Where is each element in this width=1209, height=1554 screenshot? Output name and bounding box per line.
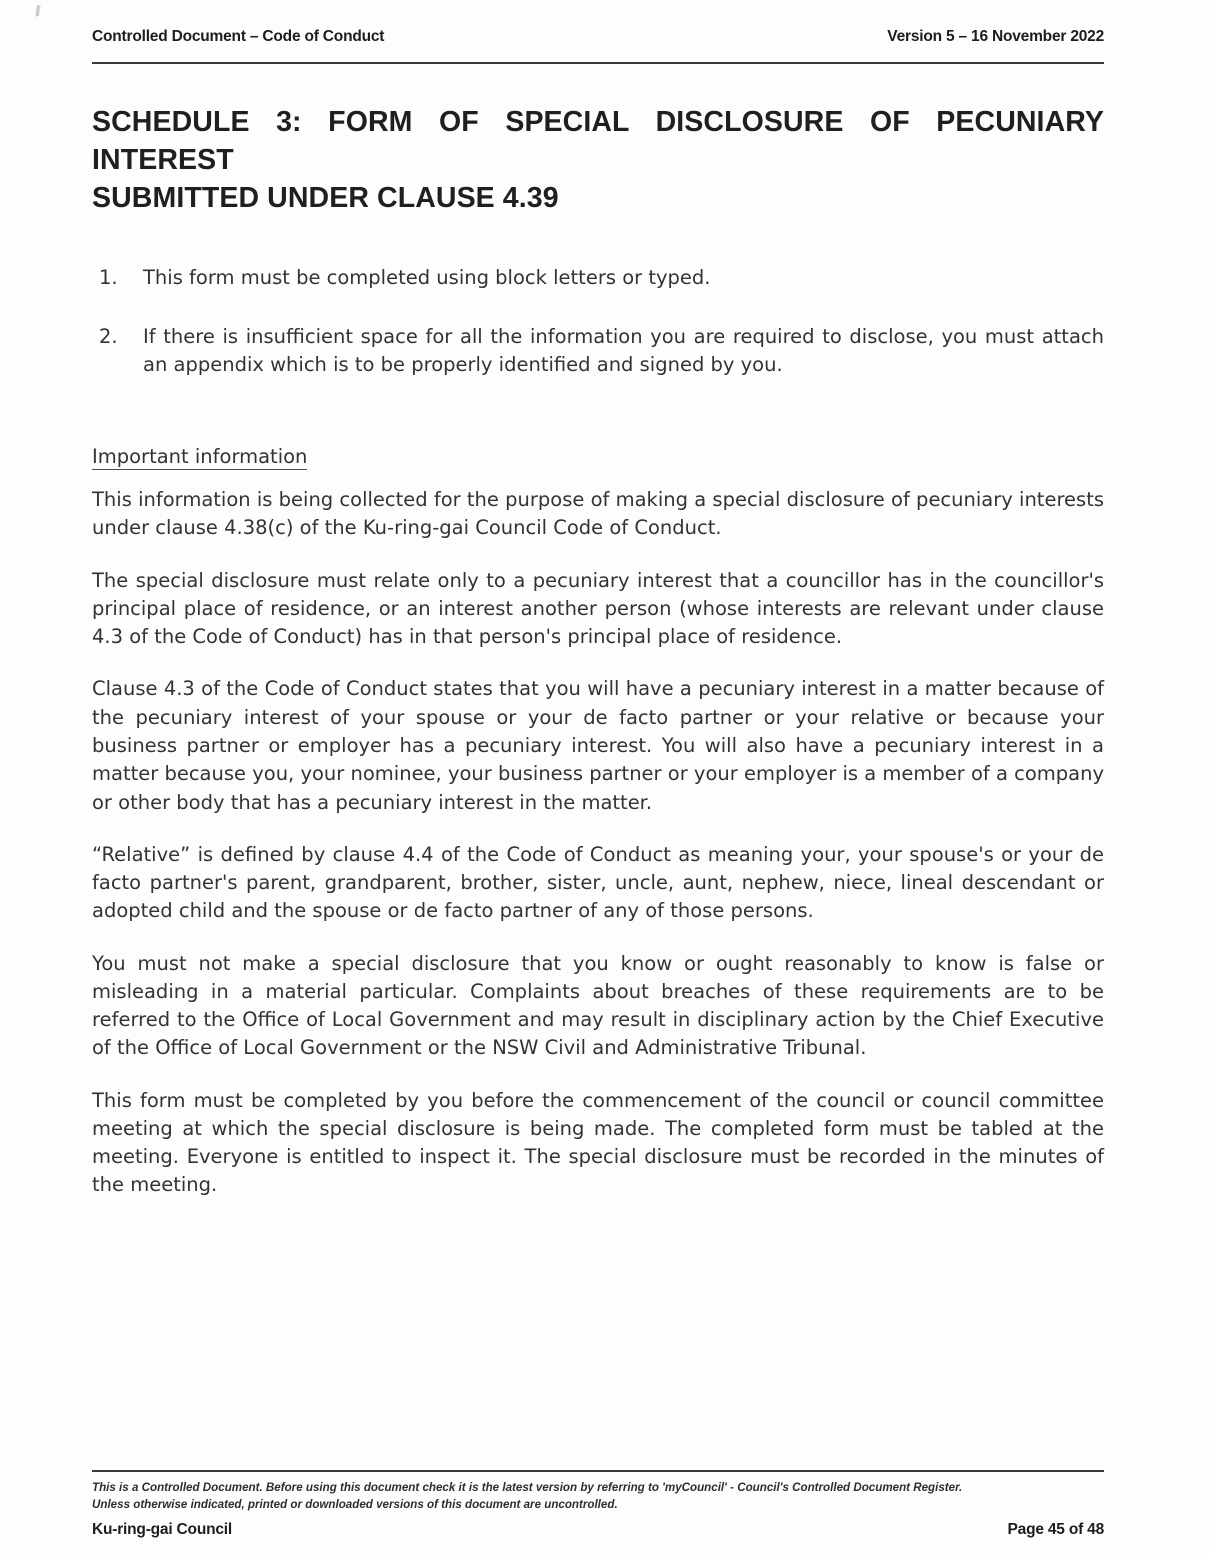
document-body	[92, 104, 1104, 1224]
page-header	[92, 28, 1104, 46]
footer-disclaimer	[92, 1479, 1104, 1514]
paragraph-collection-purpose: This information is being collected for the purpose of making a special disclosure of pecuniary interests under clause 4.38(c) of the Ku-ring-gai Council Code of Conduct.	[92, 488, 1104, 540]
list-item	[92, 323, 1104, 378]
section-heading-important-information: Important information	[92, 445, 307, 470]
list-item-text: This form must be completed using block letters or typed.	[143, 265, 711, 289]
footer-disclaimer-line-1: This is a Controlled Document. Before using this document check it is the latest version by referring to 'myCouncil' - Council's Controlled Document Register.	[92, 1481, 963, 1494]
scan-artifact-speck	[29, 4, 45, 18]
page-title	[92, 104, 1104, 218]
header-version-date: Version 5 – 16 November 2022	[887, 28, 1104, 45]
page-title-line-2: SUBMITTED UNDER CLAUSE 4.39	[92, 181, 559, 214]
header-document-title: Controlled Document – Code of Conduct	[92, 28, 385, 45]
paragraph-false-misleading-warning: You must not make a special disclosure that you know or ought reasonably to know is false or misleading in a material particular. Complaints about breaches of these requirements are to be referred to the Office of Local Government and may result in disciplinary action by the Chief Executive of the Office of Local Government or the NSW Civil and Administrative Tribunal.	[92, 951, 1104, 1060]
list-item-marker: 1.	[99, 265, 118, 289]
footer-organisation: Ku-ring-gai Council	[92, 1521, 232, 1538]
list-item-text: If there is insufficient space for all the information you are required to disclose, you must attach an appendix which is to be properly identified and signed by you.	[143, 325, 1104, 377]
list-item	[92, 264, 1104, 292]
paragraph-special-disclosure-scope: The special disclosure must relate only to a pecuniary interest that a councillor has in the councillor's principal place of residence, or an interest another person (whose interests are relevant under clause 4.3 of the Code of Conduct) has in that person's principal place of residence.	[92, 568, 1104, 649]
footer-divider	[92, 1470, 1104, 1472]
page-title-line-1: SCHEDULE 3: FORM OF SPECIAL DISCLOSURE OF PECUNIARY INTEREST	[92, 106, 1104, 176]
paragraph-relative-definition: “Relative” is defined by clause 4.4 of the Code of Conduct as meaning your, your spouse's or your de facto partner's parent, grandparent, brother, sister, uncle, aunt, nephew, niece, lineal descendant or adopted child and the spouse or de facto partner of any of those persons.	[92, 842, 1104, 923]
page-footer	[92, 1521, 1104, 1539]
footer-disclaimer-line-2: Unless otherwise indicated, printed or downloaded versions of this document are uncontrolled.	[92, 1498, 618, 1512]
footer-page-number: Page 45 of 48	[1007, 1521, 1104, 1538]
paragraph-completion-timing: This form must be completed by you before the commencement of the council or council committee meeting at which the special disclosure is being made. The completed form must be tabled at the meeting. Everyone is entitled to inspect it. The special disclosure must be recorded in the minutes of the meeting.	[92, 1088, 1104, 1197]
header-divider	[92, 62, 1104, 64]
paragraph-clause-4-3: Clause 4.3 of the Code of Conduct states that you will have a pecuniary interest in a matter because of the pecuniary interest of your spouse or your de facto partner or your relative or because your business partner or employer has a pecuniary interest. You will also have a pecuniary interest in a matter because you, your nominee, your business partner or your employer is a member of a company or other body that has a pecuniary interest in the matter.	[92, 677, 1104, 814]
list-item-marker: 2.	[99, 325, 118, 349]
instructions-list	[92, 264, 1104, 379]
